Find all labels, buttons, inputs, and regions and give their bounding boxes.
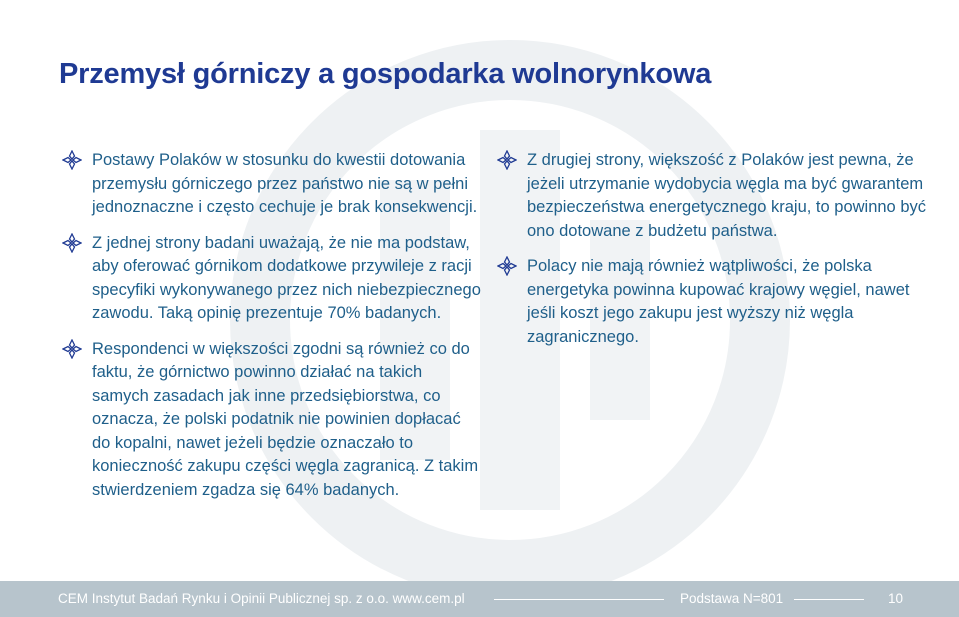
bullet-text: Respondenci w większości zgodni są również co do faktu, że górnictwo powinno działać na takich samych zasadach jak inne przedsiębiorstwa, co oznacza, że polski podatnik nie powinien dopłacać do kopalni, nawet jeżeli będzie oznaczało to konieczność zakupu części węgla zagranicą. Z takim stwierdzeniem zgadza się 64% badanych. xyxy=(92,339,479,499)
bullet-text: Z jednej strony badani uważają, że nie ma podstaw, aby oferować górnikom dodatkowe przywileje z racji specyfiki wykonywanego przez nich niebezpiecznego zawodu. Taką opinię prezentuje 70% badanych. xyxy=(92,233,481,322)
page-title: Przemysł górniczy a gospodarka wolnorynkowa xyxy=(59,58,712,90)
diamond-bullet-icon xyxy=(62,150,82,170)
page-number: 10 xyxy=(888,591,904,606)
footer-base: Podstawa N=801 xyxy=(680,591,784,606)
footer-divider xyxy=(794,599,864,600)
bullet-item xyxy=(62,232,482,326)
diamond-bullet-icon xyxy=(497,150,517,170)
bullet-text: Polacy nie mają również wątpliwości, że polska energetyka powinna kupować krajowy węgiel, nawet jeśli koszt jego zakupu jest wyższy niż węgla zagranicznego. xyxy=(527,257,910,346)
bullet-item xyxy=(62,149,482,220)
diamond-bullet-icon xyxy=(497,256,517,276)
right-column xyxy=(497,149,937,361)
diamond-bullet-icon xyxy=(62,233,82,253)
footer-org: CEM Instytut Badań Rynku i Opinii Publicznej sp. z o.o. www.cem.pl xyxy=(58,591,465,606)
footer-divider xyxy=(494,599,664,600)
left-column xyxy=(62,149,482,514)
bullet-item xyxy=(497,149,937,243)
footer-bar xyxy=(0,581,959,617)
diamond-bullet-icon xyxy=(62,339,82,359)
bullet-item xyxy=(497,255,937,349)
bullet-item xyxy=(62,338,482,503)
bullet-text: Z drugiej strony, większość z Polaków jest pewna, że jeżeli utrzymanie wydobycia węgla ma być gwarantem bezpieczeństwa energetycznego kraju, to powinno być ono dotowane z budżetu państwa. xyxy=(527,151,926,240)
bullet-text: Postawy Polaków w stosunku do kwestii dotowania przemysłu górniczego przez państwo nie są w pełni jednoznaczne i często cechuje je brak konsekwencji. xyxy=(92,151,478,216)
